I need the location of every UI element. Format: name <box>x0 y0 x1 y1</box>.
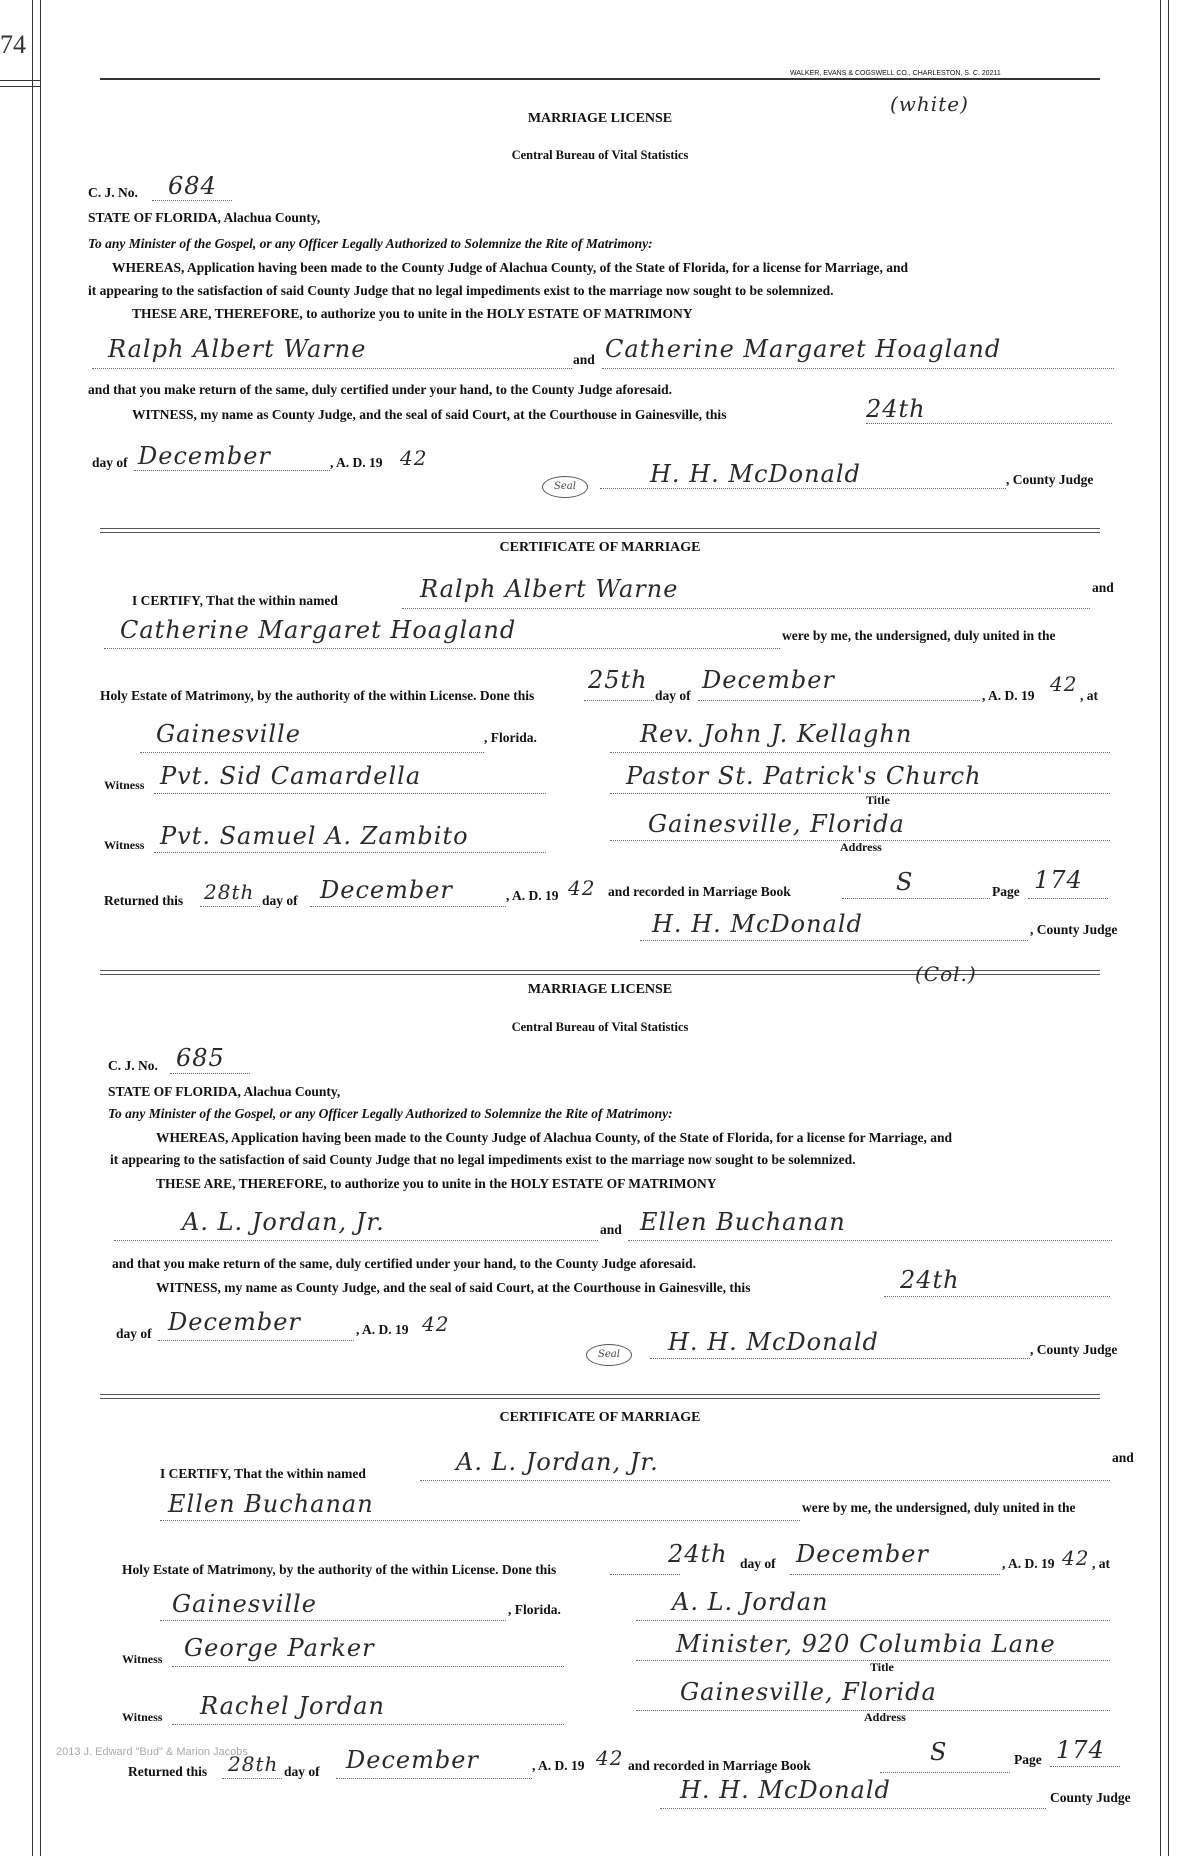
married-year: 42 <box>1050 672 1078 696</box>
returned-year: 42 <box>568 876 596 900</box>
witness-2-label: Witness <box>104 838 145 852</box>
were-by-me-line-2: were by me, the undersigned, duly united in the <box>802 1500 1076 1515</box>
section-divider <box>100 528 1100 533</box>
recorded-judge-signature: H. H. McDonald <box>652 910 863 938</box>
license-year-2: 42 <box>422 1312 450 1336</box>
central-bureau-2: Central Bureau of Vital Statistics <box>511 1020 689 1034</box>
day-of-label-4: day of <box>740 1556 776 1571</box>
cert-bride-name: Catherine Margaret Hoagland <box>120 616 517 644</box>
returned-month: December <box>320 876 453 904</box>
day-of-label-2: day of <box>655 688 691 703</box>
license-day-2: 24th <box>900 1266 960 1294</box>
cert-groom-name-2: A. L. Jordan, Jr. <box>456 1448 659 1476</box>
make-return-line: and that you make return of the same, duly certified under your hand, to the County Judge aforesaid. <box>88 382 673 397</box>
page-label-2: Page <box>1014 1752 1042 1767</box>
day-of-label-3: day of <box>116 1326 152 1341</box>
returned-ad-label-2: , A. D. 19 <box>532 1758 585 1773</box>
recorded-county-judge-label: , County Judge <box>1030 922 1118 937</box>
recorded-book-label: and recorded in Marriage Book <box>608 884 791 899</box>
officiant-title: Pastor St. Patrick's Church <box>626 762 982 790</box>
florida-label-2: , Florida. <box>508 1602 561 1617</box>
witness-1-name-2: George Parker <box>184 1634 375 1662</box>
court-seal-2: Seal <box>586 1344 632 1366</box>
copyright-watermark: 2013 J. Edward "Bud" & Marion Jacobs <box>56 1746 248 1758</box>
whereas-line-1: WHEREAS, Application having been made to the County Judge of Alachua County, of the State of Florida, for a license for Marriage, and <box>112 260 909 275</box>
day-of-label: day of <box>92 455 128 470</box>
marriage-place-2: Gainesville <box>172 1590 317 1618</box>
witness-my-name-line: WITNESS, my name as County Judge, and the seal of said Court, at the Courthouse in Gainesville, this <box>132 407 727 422</box>
left-margin-line <box>32 0 33 1856</box>
race-note: (white) <box>890 92 969 116</box>
i-certify-line-2: I CERTIFY, That the within named <box>160 1466 366 1481</box>
ad-label-2: , A. D. 19 <box>982 688 1035 703</box>
groom-name: Ralph Albert Warne <box>108 335 367 363</box>
license-day: 24th <box>866 395 926 423</box>
witness-1-label-2: Witness <box>122 1652 163 1666</box>
whereas-line-1-2: WHEREAS, Application having been made to the County Judge of Alachua County, of the State of Florida, for a license for Marriage, and <box>156 1130 953 1145</box>
returned-this-label: Returned this <box>104 893 184 908</box>
returned-day-of-label: day of <box>262 893 298 908</box>
cj-no-label: C. J. No. <box>88 185 138 200</box>
witness-2-label-2: Witness <box>122 1710 163 1724</box>
printer-imprint: WALKER, EVANS & COGSWELL CO., CHARLESTON, S. C. 20211 <box>790 70 1001 77</box>
marriage-place: Gainesville <box>156 720 301 748</box>
license-year: 42 <box>400 446 428 470</box>
marriage-book: S <box>896 868 914 896</box>
to-any-minister: To any Minister of the Gospel, or any Officer Legally Authorized to Solemnize the Rite of Matrimony: <box>88 236 653 251</box>
margin-number: 74 <box>0 30 26 59</box>
left-margin-line-2 <box>40 0 41 1856</box>
title-label-2: Title <box>870 1660 894 1674</box>
marriage-book-2: S <box>930 1738 948 1766</box>
section-divider-2 <box>100 1394 1100 1399</box>
returned-day-of-label-2: day of <box>284 1764 320 1779</box>
witness-2-name-2: Rachel Jordan <box>200 1692 386 1720</box>
right-margin-line <box>1160 0 1161 1856</box>
court-seal: Seal <box>542 476 588 498</box>
witness-2-name: Pvt. Samuel A. Zambito <box>160 822 469 850</box>
address-label-2: Address <box>864 1710 906 1724</box>
race-note-2: (Col.) <box>915 962 977 986</box>
witness-1-label: Witness <box>104 778 145 792</box>
married-month: December <box>702 666 835 694</box>
these-are-line-2: THESE ARE, THEREFORE, to authorize you to unite in the HOLY ESTATE OF MATRIMONY <box>156 1176 717 1191</box>
margin-tick <box>0 80 40 81</box>
certificate-heading: CERTIFICATE OF MARRIAGE <box>499 540 701 555</box>
ad-label-3: , A. D. 19 <box>356 1322 409 1337</box>
holy-estate-line: Holy Estate of Matrimony, by the authority of the within License. Done this <box>100 688 535 703</box>
top-rule <box>100 78 1100 80</box>
to-any-minister-2: To any Minister of the Gospel, or any Officer Legally Authorized to Solemnize the Rite of Matrimony: <box>108 1106 673 1121</box>
whereas-line-2-2: it appearing to the satisfaction of said County Judge that no legal impediments exist to the marriage now sought to be solemnized. <box>110 1152 856 1167</box>
bride-name: Catherine Margaret Hoagland <box>605 335 1002 363</box>
officiant-title-2: Minister, 920 Columbia Lane <box>676 1630 1056 1658</box>
officiant-name: Rev. John J. Kellaghn <box>640 720 913 748</box>
make-return-line-2: and that you make return of the same, duly certified under your hand, to the County Judge aforesaid. <box>112 1256 697 1271</box>
returned-this-label-2: Returned this <box>128 1764 208 1779</box>
judge-signature: H. H. McDonald <box>650 460 861 488</box>
officiant-address: Gainesville, Florida <box>648 810 905 838</box>
judge-signature-2: H. H. McDonald <box>668 1328 879 1356</box>
these-are-line: THESE ARE, THEREFORE, to authorize you to unite in the HOLY ESTATE OF MATRIMONY <box>132 306 693 321</box>
bride-name-2: Ellen Buchanan <box>640 1208 846 1236</box>
certificate-heading-2: CERTIFICATE OF MARRIAGE <box>499 1410 701 1425</box>
book-page: 174 <box>1034 866 1083 894</box>
county-judge-label: , County Judge <box>1006 472 1094 487</box>
florida-label: , Florida. <box>484 730 537 745</box>
returned-year-2: 42 <box>596 1746 624 1770</box>
cj-no-label-2: C. J. No. <box>108 1058 158 1073</box>
and-label: and <box>573 352 595 367</box>
recorded-county-judge-label-2: County Judge <box>1050 1790 1131 1805</box>
cj-no-value-2: 685 <box>176 1044 225 1072</box>
holy-estate-line-2: Holy Estate of Matrimony, by the authority of the within License. Done this <box>122 1562 557 1577</box>
license-heading: MARRIAGE LICENSE <box>527 111 673 126</box>
book-page-2: 174 <box>1056 1736 1105 1764</box>
returned-ad-label: , A. D. 19 <box>506 888 559 903</box>
state-line-2: STATE OF FLORIDA, Alachua County, <box>108 1084 341 1099</box>
title-label: Title <box>866 793 890 807</box>
cj-no-value: 684 <box>168 172 217 200</box>
ad-label: , A. D. 19 <box>330 455 383 470</box>
married-day: 25th <box>588 666 648 694</box>
right-margin-line-2 <box>1168 0 1169 1856</box>
married-year-2: 42 <box>1062 1546 1090 1570</box>
county-judge-label-2: , County Judge <box>1030 1342 1118 1357</box>
central-bureau: Central Bureau of Vital Statistics <box>511 148 689 162</box>
returned-day-2: 28th <box>228 1752 279 1776</box>
were-by-me-line: were by me, the undersigned, duly united in the <box>782 628 1056 643</box>
recorded-book-label-2: and recorded in Marriage Book <box>628 1758 811 1773</box>
witness-1-name: Pvt. Sid Camardella <box>160 762 422 790</box>
cert-and-label-2: and <box>1112 1450 1134 1465</box>
cert-groom-name: Ralph Albert Warne <box>420 575 679 603</box>
at-label: , at <box>1080 688 1098 703</box>
and-label-2: and <box>600 1222 622 1237</box>
margin-tick-2 <box>0 86 40 87</box>
page-label: Page <box>992 884 1020 899</box>
cert-and-label: and <box>1092 580 1114 595</box>
recorded-judge-signature-2: H. H. McDonald <box>680 1776 891 1804</box>
i-certify-line: I CERTIFY, That the within named <box>132 593 338 608</box>
license-heading-2: MARRIAGE LICENSE <box>527 982 673 997</box>
at-label-2: , at <box>1092 1556 1110 1571</box>
married-month-2: December <box>796 1540 929 1568</box>
groom-name-2: A. L. Jordan, Jr. <box>182 1208 385 1236</box>
state-line: STATE OF FLORIDA, Alachua County, <box>88 210 321 225</box>
cert-bride-name-2: Ellen Buchanan <box>168 1490 374 1518</box>
witness-my-name-line-2: WITNESS, my name as County Judge, and the seal of said Court, at the Courthouse in Gainesville, this <box>156 1280 751 1295</box>
address-label: Address <box>840 840 882 854</box>
officiant-name-2: A. L. Jordan <box>672 1588 829 1616</box>
ad-label-4: , A. D. 19 <box>1002 1556 1055 1571</box>
officiant-address-2: Gainesville, Florida <box>680 1678 937 1706</box>
returned-month-2: December <box>346 1746 479 1774</box>
married-day-2: 24th <box>668 1540 728 1568</box>
whereas-line-2: it appearing to the satisfaction of said County Judge that no legal impediments exist to the marriage now sought to be solemnized. <box>88 283 834 298</box>
returned-day: 28th <box>204 880 255 904</box>
license-month-2: December <box>168 1308 301 1336</box>
license-month: December <box>138 442 271 470</box>
